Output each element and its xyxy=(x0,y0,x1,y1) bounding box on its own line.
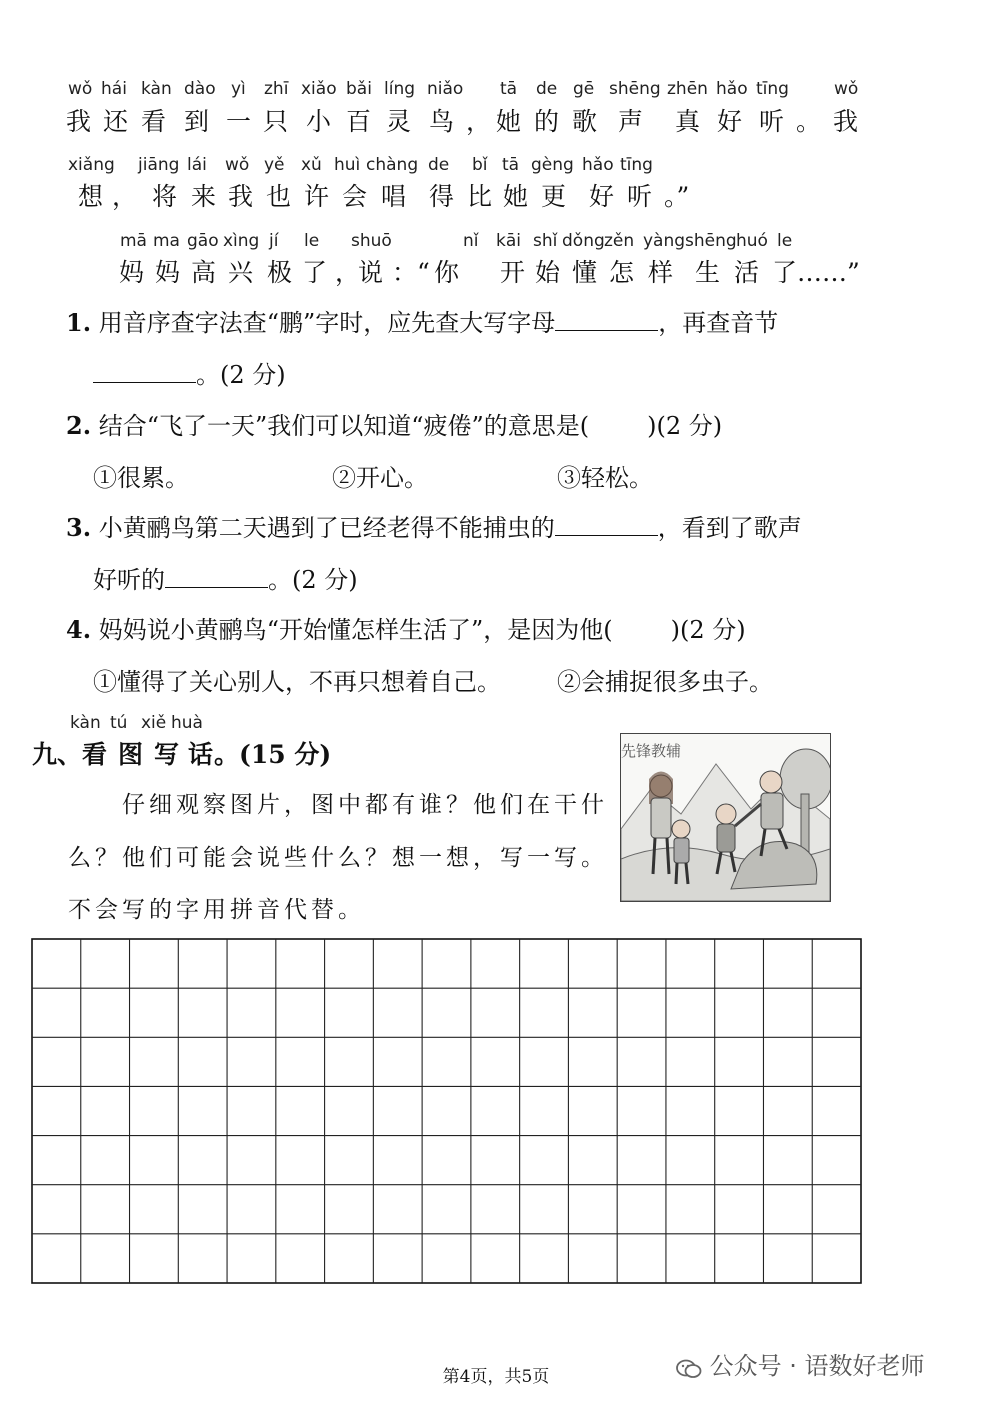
char: 百 xyxy=(346,107,372,136)
question-number: 2. xyxy=(66,411,92,440)
title-char: 图 xyxy=(118,740,144,769)
char: 你 xyxy=(434,258,460,287)
char: 会 xyxy=(342,182,368,211)
pinyin: shēng xyxy=(609,79,661,99)
pinyin: yì xyxy=(231,79,246,99)
question-number: 1. xyxy=(66,308,92,337)
section-number: 九、 xyxy=(32,740,83,769)
char: 得 xyxy=(429,182,455,211)
char: 来 xyxy=(191,182,217,211)
question-4 xyxy=(66,610,746,645)
pinyin: kàn xyxy=(141,79,172,99)
char: 我 xyxy=(66,107,92,136)
char: 说 xyxy=(358,258,384,287)
char: 比 xyxy=(467,182,493,211)
pinyin: zěn xyxy=(604,231,635,251)
pinyin: dǒng xyxy=(562,231,605,251)
pinyin: huó xyxy=(736,231,768,251)
pinyin: gē xyxy=(573,79,595,99)
char: 到 xyxy=(184,107,210,136)
option-2[interactable]: ②开心。 xyxy=(332,464,428,492)
pinyin: shǐ xyxy=(533,231,558,251)
watermark-text: 先锋教辅 xyxy=(621,742,682,760)
pinyin: wǒ xyxy=(834,79,859,99)
question-1 xyxy=(66,303,778,338)
pinyin: xǔ xyxy=(301,155,322,175)
pinyin: jí xyxy=(269,231,279,251)
char: 好 xyxy=(717,107,743,136)
char: 更 xyxy=(541,182,567,211)
pinyin: zhēn xyxy=(667,79,708,99)
wechat-account-watermark xyxy=(676,1346,925,1381)
page-number: 第4页，共5页 xyxy=(442,1367,550,1387)
char: 想 xyxy=(78,182,104,211)
question-text: 好听的 xyxy=(93,566,165,594)
question-text: 。(2 分) xyxy=(268,566,358,594)
pinyin: tīng xyxy=(620,155,653,175)
char: 她 xyxy=(496,107,522,136)
pinyin: le xyxy=(304,231,320,251)
char: 高 xyxy=(191,258,217,287)
char: 开 xyxy=(500,258,526,287)
pinyin: tā xyxy=(502,155,520,175)
pinyin: dào xyxy=(184,79,216,99)
char: 也 xyxy=(266,182,292,211)
hiking-illustration xyxy=(620,733,831,902)
question-2 xyxy=(66,406,722,441)
char: 我 xyxy=(833,107,859,136)
char: 好 xyxy=(589,182,615,211)
question-text: 结合“飞了一天”我们可以知道“疲倦”的意思是( xyxy=(98,412,590,440)
pinyin: ma xyxy=(153,231,180,251)
pinyin: kāi xyxy=(496,231,521,251)
char: 一 xyxy=(226,107,252,136)
question-text: ，再查音节 xyxy=(658,309,779,337)
pinyin: hǎo xyxy=(582,155,614,175)
title-char: 话 xyxy=(188,740,214,769)
char: ， xyxy=(466,107,492,136)
char: 歌 xyxy=(572,107,598,136)
pinyin: de xyxy=(428,155,450,175)
question-3 xyxy=(66,508,802,543)
char: 了 xyxy=(302,258,328,287)
char: 兴 xyxy=(228,258,254,287)
char: 样 xyxy=(648,258,674,287)
char: 懂 xyxy=(572,258,598,287)
char: 看 xyxy=(141,107,167,136)
pinyin: bǎi xyxy=(346,79,372,99)
option-1[interactable]: ①很累。 xyxy=(93,464,189,492)
option-1[interactable]: ①懂得了关心别人，不再只想着自己。 xyxy=(93,668,501,696)
char: 。 xyxy=(796,107,822,136)
char: 我 xyxy=(228,182,254,211)
char: 怎 xyxy=(609,258,635,287)
char: 听 xyxy=(627,182,653,211)
question-text: 用音序查字法查“鹏”字时，应先查大写字母 xyxy=(98,309,556,337)
char: 她 xyxy=(503,182,529,211)
char: 唱 xyxy=(381,182,407,211)
pinyin: de xyxy=(536,79,558,99)
answer-blank[interactable] xyxy=(165,565,268,588)
char: ：“ xyxy=(392,258,430,287)
pinyin: jiāng xyxy=(138,155,180,175)
pinyin: kàn xyxy=(70,713,101,733)
question-text: 妈妈说小黄鹂鸟“开始懂怎样生活了”，是因为他( xyxy=(98,616,613,644)
pinyin: gāo xyxy=(187,231,219,251)
question-text: 小黄鹂鸟第二天遇到了已经老得不能捕虫的 xyxy=(98,514,555,542)
grid-border xyxy=(32,939,861,1283)
writing-grid[interactable] xyxy=(31,938,862,1284)
pinyin: lái xyxy=(187,155,207,175)
char: 还 xyxy=(103,107,129,136)
pinyin: xìng xyxy=(223,231,260,251)
char: 妈 xyxy=(119,258,145,287)
char: 。” xyxy=(664,182,690,211)
question-text: ，看到了歌声 xyxy=(657,514,802,542)
char: 了……” xyxy=(772,258,860,287)
pinyin: tīng xyxy=(756,79,789,99)
char: ， xyxy=(335,258,361,287)
question-number: 3. xyxy=(66,513,92,542)
wechat-icon xyxy=(676,1357,702,1377)
char: ， xyxy=(112,182,138,211)
pinyin: yě xyxy=(264,155,285,175)
pinyin: líng xyxy=(384,79,416,99)
section-9-title xyxy=(32,735,331,771)
instruction-line-3: 不会写的字用拼音代替。 xyxy=(68,897,365,923)
pinyin: shuō xyxy=(351,231,392,251)
pinyin: huà xyxy=(171,713,203,733)
char: 始 xyxy=(535,258,561,287)
char: 生 xyxy=(695,258,721,287)
pinyin: mā xyxy=(120,231,147,251)
pinyin: niǎo xyxy=(427,79,464,99)
char: 灵 xyxy=(386,107,412,136)
pinyin: hái xyxy=(101,79,127,99)
pinyin: wǒ xyxy=(68,79,93,99)
question-text: 。(2 分) xyxy=(196,361,286,389)
question-text: )(2 分) xyxy=(647,412,723,440)
char: 极 xyxy=(267,258,293,287)
pinyin: nǐ xyxy=(463,231,479,251)
pinyin: gèng xyxy=(531,155,574,175)
char: 声 xyxy=(618,107,644,136)
option-2[interactable]: ②会捕捉很多虫子。 xyxy=(557,668,773,696)
pinyin: yàng xyxy=(643,231,686,251)
pinyin: xiǎng xyxy=(68,155,115,175)
char: 将 xyxy=(152,182,178,211)
title-char: 写 xyxy=(154,740,180,769)
pinyin: shēng xyxy=(685,231,737,251)
char: 小 xyxy=(306,107,332,136)
pinyin: huì xyxy=(334,155,361,175)
answer-blank[interactable] xyxy=(555,308,658,331)
question-3-cont xyxy=(93,560,358,595)
question-number: 4. xyxy=(66,615,92,644)
pinyin: tú xyxy=(110,713,128,733)
pinyin: zhī xyxy=(264,79,289,99)
answer-blank[interactable] xyxy=(93,360,196,383)
char: 许 xyxy=(304,182,330,211)
answer-blank[interactable] xyxy=(555,513,658,536)
char: 鸟 xyxy=(429,107,455,136)
pinyin: xiǎo xyxy=(301,79,337,99)
char: 听 xyxy=(759,107,785,136)
pinyin: wǒ xyxy=(225,155,250,175)
char: 活 xyxy=(734,258,760,287)
question-text: )(2 分) xyxy=(670,616,746,644)
char: 真 xyxy=(675,107,701,136)
pinyin: hǎo xyxy=(716,79,748,99)
pinyin: xiě xyxy=(141,713,167,733)
pinyin: le xyxy=(777,231,793,251)
title-char: 看 xyxy=(82,740,108,769)
wechat-account-name: 公众号 · 语数好老师 xyxy=(709,1352,925,1380)
pinyin: chàng xyxy=(366,155,419,175)
pinyin: tā xyxy=(500,79,518,99)
char: 只 xyxy=(263,107,289,136)
pinyin: bǐ xyxy=(472,155,488,175)
char: 妈 xyxy=(155,258,181,287)
question-1-cont xyxy=(93,355,286,390)
char: 的 xyxy=(534,107,560,136)
section-score: 。(15 分) xyxy=(214,740,332,769)
instruction-line-2: 么？他们可能会说些什么？想一想，写一写。 xyxy=(68,845,608,871)
option-3[interactable]: ③轻松。 xyxy=(557,464,653,492)
instruction-line-1: 仔细观察图片，图中都有谁？他们在干什 xyxy=(122,792,608,818)
